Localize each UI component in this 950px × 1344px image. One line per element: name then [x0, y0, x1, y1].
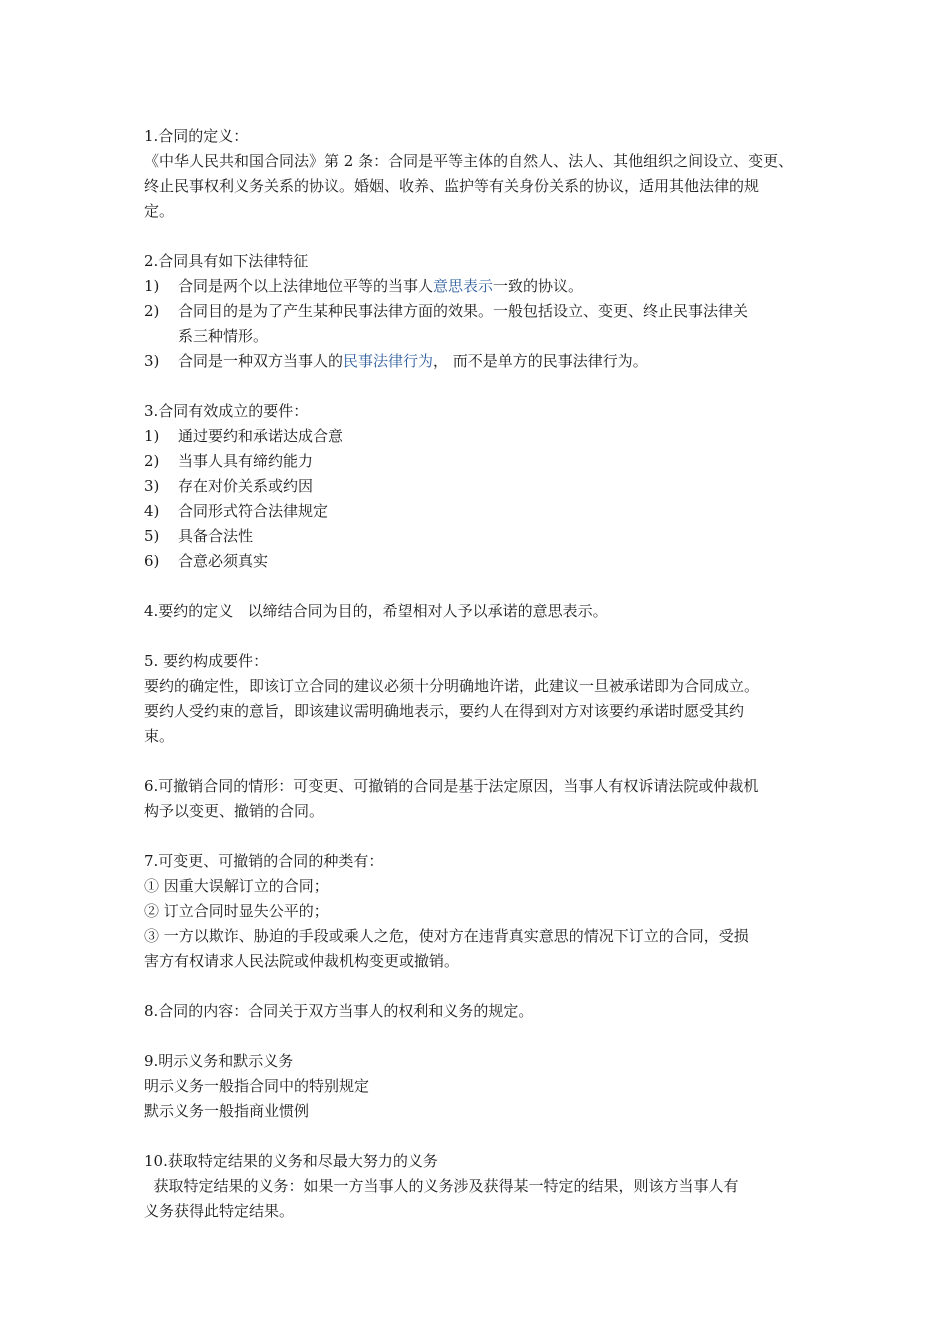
- paragraph-line: 获取特定结果的义务：如果一方当事人的义务涉及获得某一特定的结果，则该方当事人有: [144, 1177, 739, 1195]
- section-4-text: 4.要约的定义 以缔结合同为目的，希望相对人予以承诺的意思表示。: [144, 602, 608, 620]
- link-yisi-biaoshi[interactable]: 意思表示: [433, 277, 494, 295]
- text-segment: 合同是两个以上法律地位平等的当事人: [178, 277, 434, 295]
- section-6-text: 6.可撤销合同的情形：可变更、可撤销的合同是基于法定原因，当事人有权诉请法院或仲裁机: [144, 777, 759, 795]
- section-7-title: 7.可变更、可撤销的合同的种类有：: [144, 852, 384, 870]
- list-item: ③ 一方以欺诈、胁迫的手段或乘人之危，使对方在违背真实意思的情况下订立的合同，受损: [144, 927, 749, 945]
- list-number: 6): [144, 552, 160, 570]
- list-item: [144, 499, 819, 524]
- spacer: [144, 624, 819, 649]
- text-segment: 合同是一种双方当事人的: [178, 352, 344, 370]
- paragraph-line: 要约人受约束的意旨，即该建议需明确地表示，要约人在得到对方对该要约承诺时愿受其约: [144, 702, 745, 720]
- spacer: [144, 824, 819, 849]
- list-item: [144, 274, 819, 299]
- list-number: 3): [144, 352, 160, 370]
- spacer: [144, 374, 819, 399]
- section-1-title: 1.合同的定义：: [144, 127, 249, 145]
- spacer: [144, 974, 819, 999]
- list-item: [144, 349, 819, 374]
- list-text: [178, 274, 583, 299]
- list-text: 通过要约和承诺达成合意: [178, 427, 344, 445]
- paragraph-line: 义务获得此特定结果。: [144, 1202, 295, 1220]
- paragraph-line: 束。: [144, 727, 175, 745]
- list-number: 1): [144, 427, 160, 445]
- list-item: [144, 474, 819, 499]
- spacer: [144, 224, 819, 249]
- section-10-title: 10.获取特定结果的义务和尽最大努力的义务: [144, 1152, 438, 1170]
- section-8-text: 8.合同的内容：合同关于双方当事人的权利和义务的规定。: [144, 1002, 534, 1020]
- list-number: 2): [144, 452, 160, 470]
- list-text: 合同形式符合法律规定: [178, 502, 329, 520]
- paragraph-line: 《中华人民共和国合同法》第 2 条：合同是平等主体的自然人、法人、其他组织之间设立、变更、: [144, 152, 794, 170]
- list-item: [144, 424, 819, 449]
- list-number: 3): [144, 477, 160, 495]
- section-9-title: 9.明示义务和默示义务: [144, 1052, 294, 1070]
- section-3-title: 3.合同有效成立的要件：: [144, 402, 309, 420]
- paragraph-line: 定。: [144, 202, 175, 220]
- list-item: [144, 299, 819, 324]
- paragraph-line: 害方有权请求人民法院或仲裁机构变更或撤销。: [144, 952, 460, 970]
- list-text: [178, 349, 648, 374]
- text-segment: 一致的协议。: [493, 277, 584, 295]
- list-item: ① 因重大误解订立的合同；: [144, 877, 329, 895]
- link-minshi-falv-xingwei[interactable]: 民事法律行为: [343, 352, 434, 370]
- list-item: [144, 549, 819, 574]
- paragraph-line: 构予以变更、撤销的合同。: [144, 802, 325, 820]
- spacer: [144, 1024, 819, 1049]
- list-item: [144, 449, 819, 474]
- list-text: 合同目的是为了产生某种民事法律方面的效果。一般包括设立、变更、终止民事法律关: [178, 302, 749, 320]
- spacer: [144, 574, 819, 599]
- spacer: [144, 1124, 819, 1149]
- paragraph-line: 要约的确定性，即该订立合同的建议必须十分明确地许诺，此建议一旦被承诺即为合同成立。: [144, 677, 760, 695]
- list-item: ② 订立合同时显失公平的；: [144, 902, 329, 920]
- list-number: 2): [144, 302, 160, 320]
- list-text: 当事人具有缔约能力: [178, 452, 314, 470]
- section-5-title: 5. 要约构成要件：: [144, 652, 269, 670]
- spacer: [144, 749, 819, 774]
- list-text: 存在对价关系或约因: [178, 477, 314, 495]
- document-body: [144, 124, 819, 1224]
- section-2-title: 2.合同具有如下法律特征: [144, 252, 309, 270]
- list-number: 4): [144, 502, 160, 520]
- text-segment: ， 而不是单方的民事法律行为。: [433, 352, 648, 370]
- list-item: [144, 524, 819, 549]
- list-number: 5): [144, 527, 160, 545]
- list-item-continuation: 系三种情形。: [178, 327, 269, 345]
- list-text: 合意必须真实: [178, 552, 269, 570]
- paragraph-line: 终止民事权利义务关系的协议。婚姻、收养、监护等有关身份关系的协议，适用其他法律的规: [144, 177, 760, 195]
- paragraph-line: 默示义务一般指商业惯例: [144, 1102, 310, 1120]
- paragraph-line: 明示义务一般指合同中的特别规定: [144, 1077, 370, 1095]
- list-number: 1): [144, 277, 160, 295]
- list-text: 具备合法性: [178, 527, 254, 545]
